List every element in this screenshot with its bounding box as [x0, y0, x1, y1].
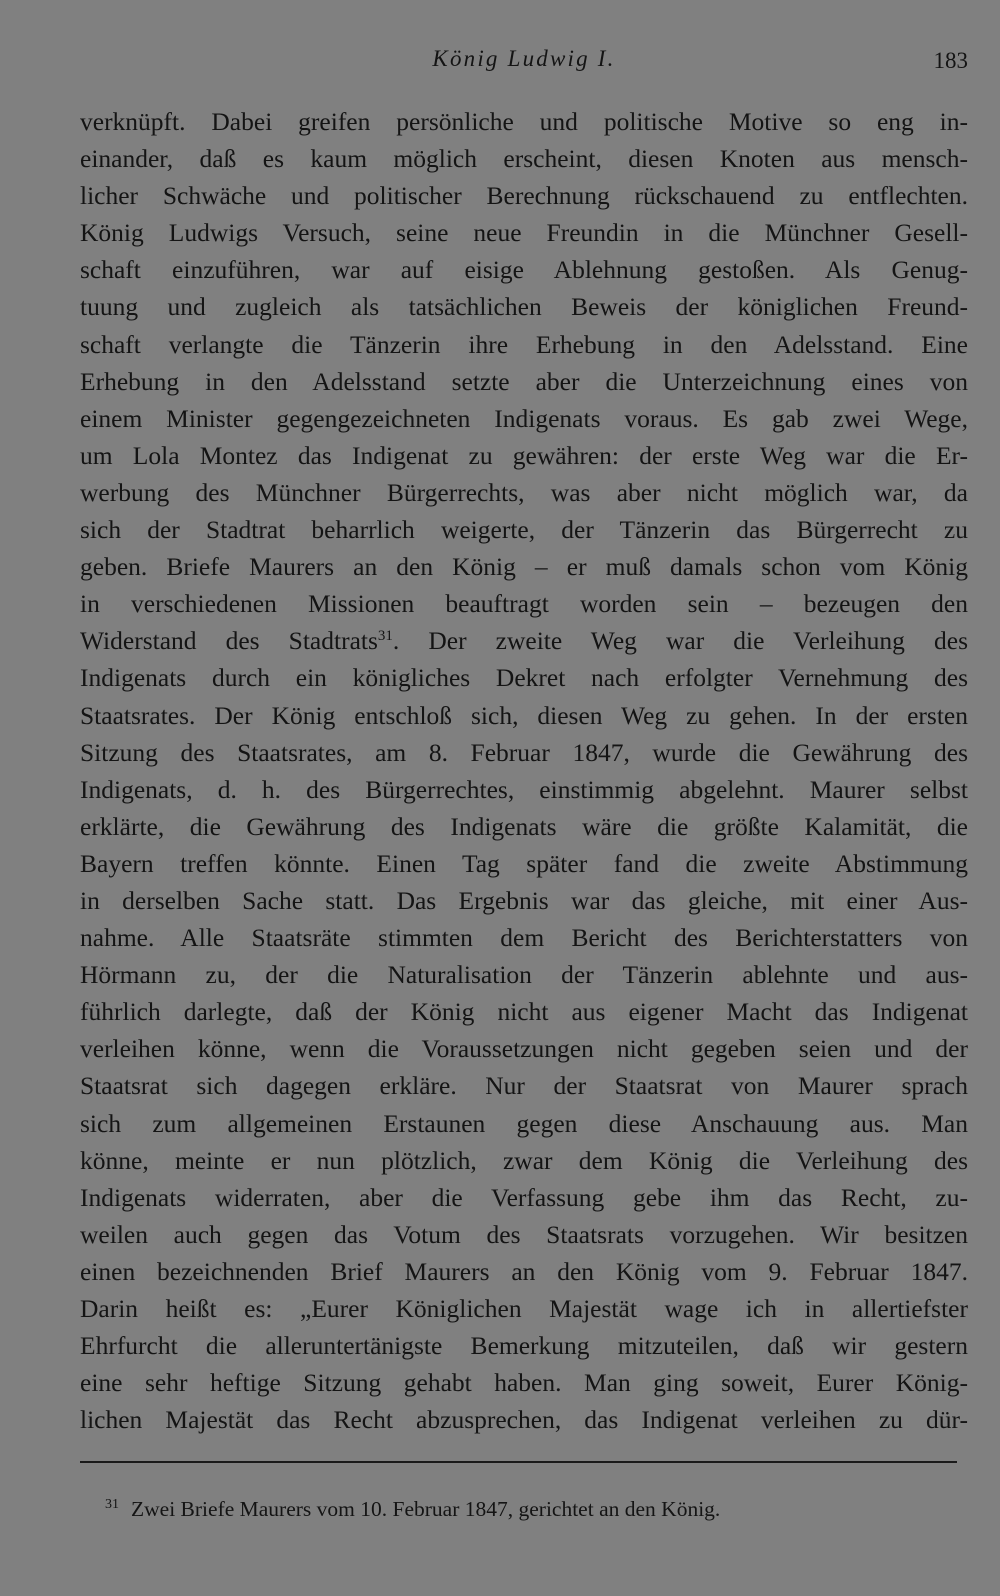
text-line: Erhebung in den Adelsstand setzte aber die Unterzeichnung eines von — [80, 366, 968, 396]
text-line: nahme. Alle Staatsräte stimmten dem Bericht des Berichterstatters von — [80, 923, 968, 953]
text-line: sich zum allgemeinen Erstaunen gegen diese Anschauung aus. Man — [80, 1108, 968, 1138]
text-line: Indigenats durch ein königliches Dekret nach erfolgter Vernehmung des — [80, 663, 968, 693]
text-line: erklärte, die Gewährung des Indigenats wäre die größte Kalamität, die — [80, 811, 968, 841]
text-line: Ehrfurcht die alleruntertänigste Bemerkung mitzuteilen, daß wir gestern — [80, 1331, 968, 1361]
text-line: Staatsrates. Der König entschloß sich, diesen Weg zu gehen. In der ersten — [80, 700, 968, 730]
text-line: Indigenats, d. h. des Bürgerrechtes, einstimmig abgelehnt. Maurer selbst — [80, 774, 968, 804]
footnote-number: 31 — [105, 1497, 119, 1512]
text-line: schaft einzuführen, war auf eisige Ablehnung gestoßen. Als Genug- — [80, 255, 968, 285]
text-line: Darin heißt es: „Eurer Königlichen Majestät wage ich in allertiefster — [80, 1294, 968, 1323]
text-line: könne, meinte er nun plötzlich, zwar dem König die Verleihung des — [80, 1145, 968, 1175]
page-header — [80, 44, 968, 78]
text-line: einander, daß es kaum möglich erscheint, diesen Knoten aus mensch- — [80, 144, 968, 174]
footnote — [105, 1494, 965, 1524]
text-line: in verschiedenen Missionen beauftragt worden sein – bezeugen den — [80, 589, 968, 619]
text-line: weilen auch gegen das Votum des Staatsrats vorzugehen. Wir besitzen — [80, 1219, 968, 1249]
text-line: einem Minister gegengezeichneten Indigenats voraus. Es gab zwei Wege, — [80, 403, 968, 433]
text-line: tuung und zugleich als tatsächlichen Beweis der königlichen Freund- — [80, 292, 968, 322]
text-line: sich der Stadtrat beharrlich weigerte, der Tänzerin das Bürgerrecht zu — [80, 515, 968, 545]
text-line: führlich darlegte, daß der König nicht aus eigener Macht das Indigenat — [80, 997, 968, 1027]
text-line: Staatsrat sich dagegen erkläre. Nur der Staatsrat von Maurer sprach — [80, 1071, 968, 1101]
text-line-with-footnote — [80, 622, 968, 659]
text-segment: Widerstand des Stadtrats — [80, 626, 378, 656]
body-text — [80, 103, 968, 1438]
footnote-text: Zwei Briefe Maurers vom 10. Februar 1847, gerichtet an den König. — [131, 1497, 721, 1521]
text-segment: . Der zweite Weg war die Verleihung des — [392, 626, 968, 656]
text-line: licher Schwäche und politischer Berechnung rückschauend zu entflechten. — [80, 181, 968, 211]
text-line: Bayern treffen könnte. Einen Tag später fand die zweite Abstimmung — [80, 848, 968, 878]
text-line: Hörmann zu, der die Naturalisation der Tänzerin ablehnte und aus- — [80, 960, 968, 990]
text-line: werbung des Münchner Bürgerrechts, was aber nicht möglich war, da — [80, 477, 968, 507]
running-title: König Ludwig I. — [432, 46, 616, 71]
text-line: König Ludwigs Versuch, seine neue Freundin in die Münchner Gesell- — [80, 218, 968, 248]
text-line: geben. Briefe Maurers an den König – er muß damals schon vom König — [80, 552, 968, 582]
text-line: schaft verlangte die Tänzerin ihre Erhebung in den Adelsstand. Eine — [80, 329, 968, 359]
text-line: verleihen könne, wenn die Voraussetzungen nicht gegeben seien und der — [80, 1034, 968, 1064]
text-line: Indigenats widerraten, aber die Verfassung gebe ihm das Recht, zu- — [80, 1182, 968, 1212]
text-line: eine sehr heftige Sitzung gehabt haben. Man ging soweit, Eurer König- — [80, 1368, 968, 1398]
text-line: Sitzung des Staatsrates, am 8. Februar 1847, wurde die Gewährung des — [80, 737, 968, 767]
footnote-divider — [80, 1461, 957, 1463]
text-line: in derselben Sache statt. Das Ergebnis war das gleiche, mit einer Aus- — [80, 885, 968, 915]
text-line: einen bezeichnenden Brief Maurers an den König vom 9. Februar 1847. — [80, 1256, 968, 1286]
footnote-marker: 31 — [377, 628, 393, 645]
text-line: lichen Majestät das Recht abzusprechen, das Indigenat verleihen zu dür- — [80, 1405, 968, 1435]
text-line: um Lola Montez das Indigenat zu gewähren: der erste Weg war die Er- — [80, 440, 968, 470]
text-line: verknüpft. Dabei greifen persönliche und politische Motive so eng in- — [80, 107, 968, 136]
page-number: 183 — [933, 48, 968, 73]
